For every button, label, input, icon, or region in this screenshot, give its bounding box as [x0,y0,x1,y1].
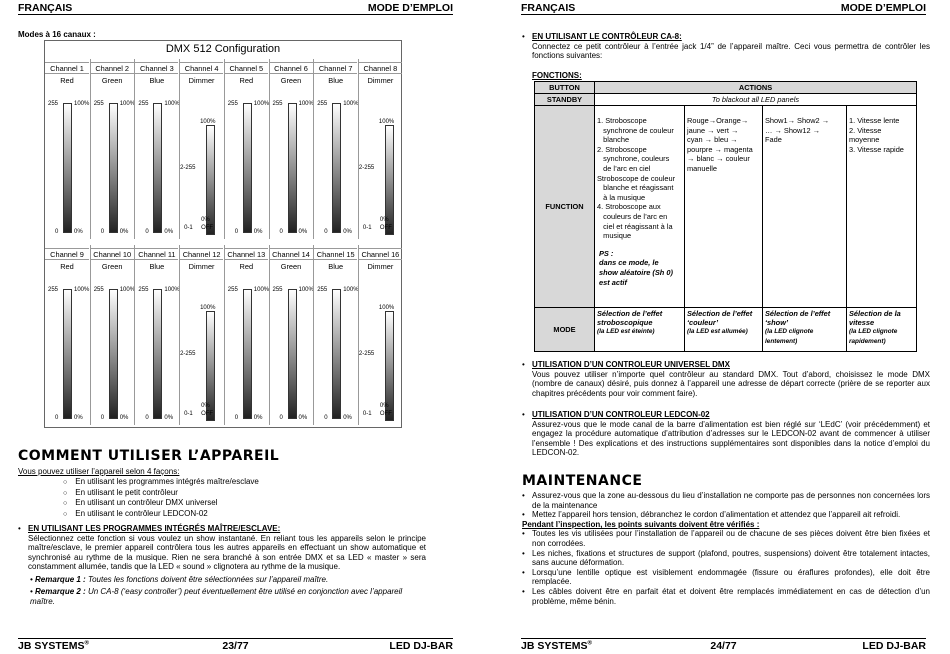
fader-label: 0% [164,415,174,421]
mode-note: (la LED clignote [765,328,814,336]
brand-text: JB SYSTEMS [521,640,588,652]
header-title: MODE D’EMPLOI [840,2,926,14]
mode-text: Sélection de l’effet [597,309,663,318]
section-title: UTILISATION D’UN CONTROLEUR UNIVERSEL DMX [532,360,730,369]
channel-name: Channel 3 [135,62,178,74]
functions-table [534,81,917,352]
section-text: Sélectionnez cette fonction si vous voulez un show instantané. En reliant tous les appareils selon le principe maître/esclave, le premier appareil contrôlera tous les autres appareils en effectuant un show automatique et synchronisé au rythme de la musique. Rien ne sera branché à son entrée DMX et sa LED « master » sera constamment allumée, tandis que la LED « sound » clignotera au rythme de la musique. [28,533,426,572]
remark-2 [30,587,426,606]
cell-line: Stroboscope de couleur [597,173,676,183]
channel-column [269,245,313,425]
page-header [521,2,926,15]
fader-scale [288,103,297,233]
fader-scale [109,289,118,419]
fader-label: 255 [227,287,238,293]
section-ledcon [522,410,930,458]
function-col-3 [763,106,847,308]
cell-line: show aléatoire (Sh 0) [599,267,673,277]
cell-line: Fade [765,135,782,145]
list-item [522,568,930,587]
list-item-text: Toutes les vis utilisées pour l’installation de l’appareil ou de chacune de ses pièces doivent être bien fixées et non corrodées. [532,529,930,548]
footer-brand [521,640,592,651]
channel-name: Channel 11 [135,248,178,260]
remark-text: Toutes les fonctions doivent être sélectionnées sur l’appareil maître. [85,575,329,584]
fader-label: 0 [55,229,59,235]
cell-line: est actif [599,277,627,287]
cell-line: musique [597,231,632,241]
cell-line: 4. Stroboscope aux [597,202,661,212]
standby-label: STANDBY [535,94,595,106]
section-text: Connectez ce petit contrôleur à l’entrée jack 1/4” de l’appareil maître. Ceci vous permettra de contrôler les fonctions suivantes: [532,41,930,61]
fader-label: 0% [253,415,263,421]
fader-scale [243,103,252,233]
mode-note: (la LED clignote [849,328,898,336]
fader-label: 0% [201,403,210,409]
fader-label: 0 [234,229,239,235]
fader-label: 0% [298,229,308,235]
fader-label: 100% [119,287,136,293]
fader-label: 100% [164,101,180,107]
bullet-icon: • [522,567,525,577]
fader-label: 2-255 [358,351,375,357]
bullet-icon: • [522,491,525,500]
page-header [18,2,453,15]
bullet-icon: • [522,510,525,520]
channel-color: Dimmer [188,76,215,85]
table-header-button: BUTTON [535,82,595,94]
fader-label: 0% [253,229,263,235]
fader-label: 100% [253,101,270,107]
fader-label: 100% [119,101,136,107]
functions-label-wrap [532,71,732,81]
section-ca8 [522,32,930,61]
inspection-label: Pendant l’inspection, les points suivants doivent être vérifiés : [522,519,760,529]
section-title: EN UTILISANT LES PROGRAMMES INTÉGRÉS MAÎTRE/ESCLAVE: [28,524,281,533]
channel-column [179,245,223,425]
cell-line: 1. Vitesse lente [849,116,900,125]
section-heading: COMMENT UTILISER L’APPAREIL [18,448,280,464]
list-item-text: Lorsqu’une lentille optique est visiblement endommagée (fissure ou éraflures profondes), elle doit être remplacée. [532,567,930,587]
mode-col-1 [595,308,685,352]
fader-label: 255 [227,101,238,107]
channel-name: Channel 16 [359,248,402,260]
list-item [522,587,930,606]
channel-name: Channel 4 [180,62,223,74]
channel-column [179,59,223,239]
channel-block-bottom [45,245,401,425]
channel-color: Red [60,76,74,85]
remark-1 [30,575,426,585]
channel-column [90,59,134,239]
fader-label: 100% [253,287,270,293]
mode-text: ‘show’ [765,318,788,328]
function-label: FUNCTION [535,106,595,308]
fader-label: 255 [93,287,104,293]
fader-label: 0 [324,415,328,421]
fader-scale [288,289,297,419]
channel-column [45,59,89,239]
functions-label: FONCTIONS: [532,71,582,80]
page-footer [18,638,453,651]
remark-label: Remarque 1 : [35,575,86,584]
section-title: EN UTILISANT LE CONTRÔLEUR CA-8: [532,32,682,41]
channel-color: Blue [149,76,165,85]
footer-product: LED DJ-BAR [389,640,453,652]
header-language: FRANÇAIS [521,2,576,14]
list-item: ○ En utilisant le contrôleur LEDCON-02 [63,509,259,520]
cell-line: à la musique [597,192,646,202]
fader-label: 255 [272,287,283,293]
maintenance-heading: MAINTENANCE [522,473,643,489]
mode-text: stroboscopique [597,318,653,328]
fader-label: 0% [164,229,174,235]
page-number: 24/77 [710,640,737,652]
channel-column [224,245,268,425]
channel-column [90,245,134,425]
cell-line: synchrone de couleur [597,125,674,135]
footer-brand [18,640,89,651]
fader-label: 2-255 [180,351,196,357]
fader-scale [243,289,252,419]
fader-label: 255 [48,287,59,293]
channel-color: Red [60,262,74,271]
fader-label: 100% [200,305,216,311]
cell-line: … → Show12 → [765,125,821,135]
channel-column [313,245,357,425]
fader-label: 100% [343,101,359,107]
channel-name: Channel 13 [225,248,268,260]
registered-mark: ® [587,640,592,647]
channel-column [134,59,178,239]
channel-name: Channel 9 [45,248,89,260]
channel-name: Channel 1 [45,62,89,74]
registered-mark: ® [84,640,89,647]
fader-label: 0 [324,229,328,235]
list-item [522,529,930,548]
mode-col-3 [763,308,847,352]
fader-label: 0% [298,415,308,421]
channel-column [358,245,402,425]
section-master-slave [18,524,426,572]
list-item [522,491,930,510]
function-col-1-lines [597,116,682,241]
channel-color: Dimmer [367,262,394,271]
fader-label: 255 [317,101,328,107]
cell-line: de l’arc en ciel [597,163,651,173]
fader-label: 0 [100,229,105,235]
list-item-text: Les câbles doivent être en parfait état et doivent être remplacés immédiatement en cas de détection d’un problème, même bénin. [532,586,930,606]
cell-line: 2. Vitesse [849,125,882,135]
function-col-3-lines [765,116,844,145]
fader-label: OFF [379,411,392,417]
mode-note: lentement) [765,337,798,345]
fader-label: 2-255 [180,165,196,171]
cell-line: manuelle [687,163,717,173]
section-dmx-controller [522,360,930,398]
bullet-icon: • [522,529,525,539]
ways-list [63,477,259,519]
fader-label: 100% [298,287,314,293]
cell-line: jaune → vert → [687,125,739,135]
standby-text: To blackout all LED panels [595,94,917,106]
function-col-4-lines [849,116,914,154]
cell-line: → blanc → couleur [687,154,750,164]
fader-label: 100% [74,101,90,107]
list-item-text: Les niches, fixations et structures de support (plafond, poutres, suspensions) doivent être totalement intactes, sans aucune déformation. [532,548,930,568]
fader-label: 0% [343,415,352,421]
remark-label: Remarque 2 : [35,587,86,596]
intro-text: Vous pouvez utiliser l’appareil selon 4 façons: [18,467,180,476]
header-title: MODE D’EMPLOI [367,2,453,14]
list-item-text: Assurez-vous que la zone au-dessous du lieu d’installation ne comporte pas de personnes non concernées lors de la maintenance [532,491,930,510]
fader-label: 100% [298,101,314,107]
channel-name: Channel 10 [91,248,134,260]
mode-text: Sélection de l’effet [687,309,753,318]
bullet-icon: • [522,32,525,41]
page-footer [521,638,926,651]
channel-column [134,245,178,425]
fader-label: OFF [201,411,214,417]
fader-label: 255 [272,101,283,107]
fader-label: 0% [379,217,389,223]
channel-column [313,59,357,239]
mode-label: MODE [535,308,595,352]
cell-line: couleurs de l’arc en [597,211,668,221]
fader-label: 255 [317,287,328,293]
channel-name: Channel 6 [270,62,313,74]
function-col-4 [847,106,917,308]
fader-label: 100% [378,119,395,125]
mode-col-4 [847,308,917,352]
fader-scale [153,103,162,233]
fader-label: 100% [74,287,90,293]
bullet-icon: • [18,524,21,533]
fader-label: 100% [378,305,395,311]
channel-color: Blue [328,76,344,85]
fader-scale [332,103,341,233]
cell-line: 1. Stroboscope [597,116,647,125]
fader-label: 0 [279,229,283,235]
mode-text: vitesse [849,318,875,328]
fader-scale [109,103,118,233]
section-title: UTILISATION D’UN CONTROLEUR LEDCON-02 [532,410,710,419]
fader-label: 0-1 [184,411,193,417]
cell-line: pourpre → magenta [687,144,753,154]
cell-line: moyenne [849,135,880,145]
channel-color: Dimmer [188,262,215,271]
fader-label: 255 [138,101,149,107]
fader-scale [63,289,72,419]
fader-label: 0-1 [184,225,193,231]
fader-label: 2-255 [358,165,375,171]
channel-name: Channel 8 [359,62,402,74]
channel-column [269,59,313,239]
function-col-1-ps [597,249,682,287]
channel-block-top [45,59,401,239]
maintenance-list [522,491,930,606]
fader-label: 255 [93,101,104,107]
fader-label: 0 [145,415,149,421]
channel-column [358,59,402,239]
fader-label: 0-1 [362,225,372,231]
channel-color: Red [239,76,254,85]
fader-scale [63,103,72,233]
fader-label: 0-1 [362,411,372,417]
channel-color: Blue [328,262,344,271]
fader-label: 0% [379,403,389,409]
mode-text: Sélection de l’effet [765,309,831,318]
mode-note: (la LED est éteinte) [597,328,655,336]
section-text: Vous pouvez utiliser n’importe quel contrôleur au standard DMX. Tout d’abord, choisissez le mode DMX (nombre de canaux) désiré, puis donnez à l’appareil une adresse de départ correcte (prière de se reporter aux chapitres précédents pour voir comment faire). [532,369,930,398]
fader-label: 0% [343,229,352,235]
fader-label: 0 [100,415,105,421]
channel-color: Green [280,262,302,271]
bullet-icon: • [522,360,525,369]
function-col-1 [595,106,685,308]
dmx-configuration-diagram [44,40,402,428]
channel-column [224,59,268,239]
list-item [522,510,930,520]
channel-color: Green [280,76,302,85]
channel-name: Channel 12 [180,248,223,260]
channel-name: Channel 14 [270,248,313,260]
header-language: FRANÇAIS [18,2,73,14]
footer-product: LED DJ-BAR [862,640,926,652]
channel-name: Channel 15 [314,248,357,260]
page-number: 23/77 [222,640,249,652]
mode-note: (la LED est allumée) [687,328,748,336]
fader-label: 0 [145,229,149,235]
fader-scale [332,289,341,419]
channel-column [45,245,89,425]
cell-line: 3. Vitesse rapide [849,144,904,154]
channel-color: Green [101,76,123,85]
fader-label: 0% [119,229,129,235]
bullet-icon: • [30,575,36,584]
channel-color: Green [101,262,123,271]
function-col-2-lines [687,116,760,174]
cell-line: ciel et réagissant à la [597,221,673,231]
brand-text: JB SYSTEMS [18,640,85,652]
fader-label: 0% [74,415,83,421]
channel-name: Channel 7 [314,62,357,74]
cell-line: 2. Stroboscope [597,144,647,154]
cell-line: PS : [599,248,614,258]
mode-text: Sélection de la [849,309,901,318]
cell-line: Show1→ Show2 → [765,116,830,125]
function-col-2 [685,106,763,308]
fader-label: OFF [379,225,392,231]
fader-label: 0 [55,415,59,421]
fader-label: 0% [119,415,129,421]
mode-col-2 [685,308,763,352]
fader-label: 0 [234,415,239,421]
cell-line: Rouge→Orange→ [687,116,749,125]
modes-label: Modes à 16 canaux : [18,30,96,39]
mode-text: ‘couleur’ [687,318,719,328]
cell-line: dans ce mode, le [599,258,659,268]
fader-scale [153,289,162,419]
list-item: ○ En utilisant un contrôleur DMX universel [63,498,259,509]
cell-line: synchrone, couleurs [597,154,670,164]
channel-name: Channel 2 [91,62,134,74]
section-text: Assurez-vous que le mode canal de la barre d’alimentation est bien réglé sur ‘LEdC’ (voir précédemment) et engagez la procédure automatique d’attribution d’adresses sur le LEDCON-02 avant de commencer à utiliser l’ensemble ! Des explications et des instructions supplémentaires sont disponibles dans la notice d’emploi du LEDCON-02. [532,419,930,458]
fader-label: OFF [201,225,214,231]
channel-color: Dimmer [367,76,394,85]
bullet-icon: • [522,548,525,558]
fader-label: 0% [74,229,83,235]
fader-label: 100% [343,287,359,293]
mode-note: rapidement) [849,337,886,345]
fader-label: 0 [279,415,283,421]
fader-label: 255 [48,101,59,107]
channel-color: Blue [149,262,165,271]
bullet-icon: • [30,587,36,596]
dmx-title: DMX 512 Configuration [165,43,281,55]
fader-label: 100% [200,119,216,125]
channel-name: Channel 5 [225,62,268,74]
bullet-icon: • [522,410,525,419]
list-item [522,549,930,568]
list-item-text: Mettez l’appareil hors tension, débranchez le cordon d’alimentation et attendez que l’appareil ait refroidi. [532,510,901,520]
fader-label: 255 [138,287,149,293]
list-item: ○ En utilisant les programmes intégrés maître/esclave [63,477,259,488]
cell-line: blanche [597,135,630,145]
fader-label: 0% [201,217,210,223]
bullet-icon: • [522,586,525,596]
cell-line: cyan → bleu → [687,135,738,145]
channel-color: Red [239,262,254,271]
fader-label: 100% [164,287,180,293]
table-header-actions: ACTIONS [595,82,917,94]
remark-text: Un CA-8 (‘easy controller’) peut éventuellement être utilisé en conjonction avec l’appareil maître. [30,587,403,606]
list-item: ○ En utilisant le petit contrôleur [63,488,259,499]
cell-line: blanche et réagissant [597,183,674,193]
